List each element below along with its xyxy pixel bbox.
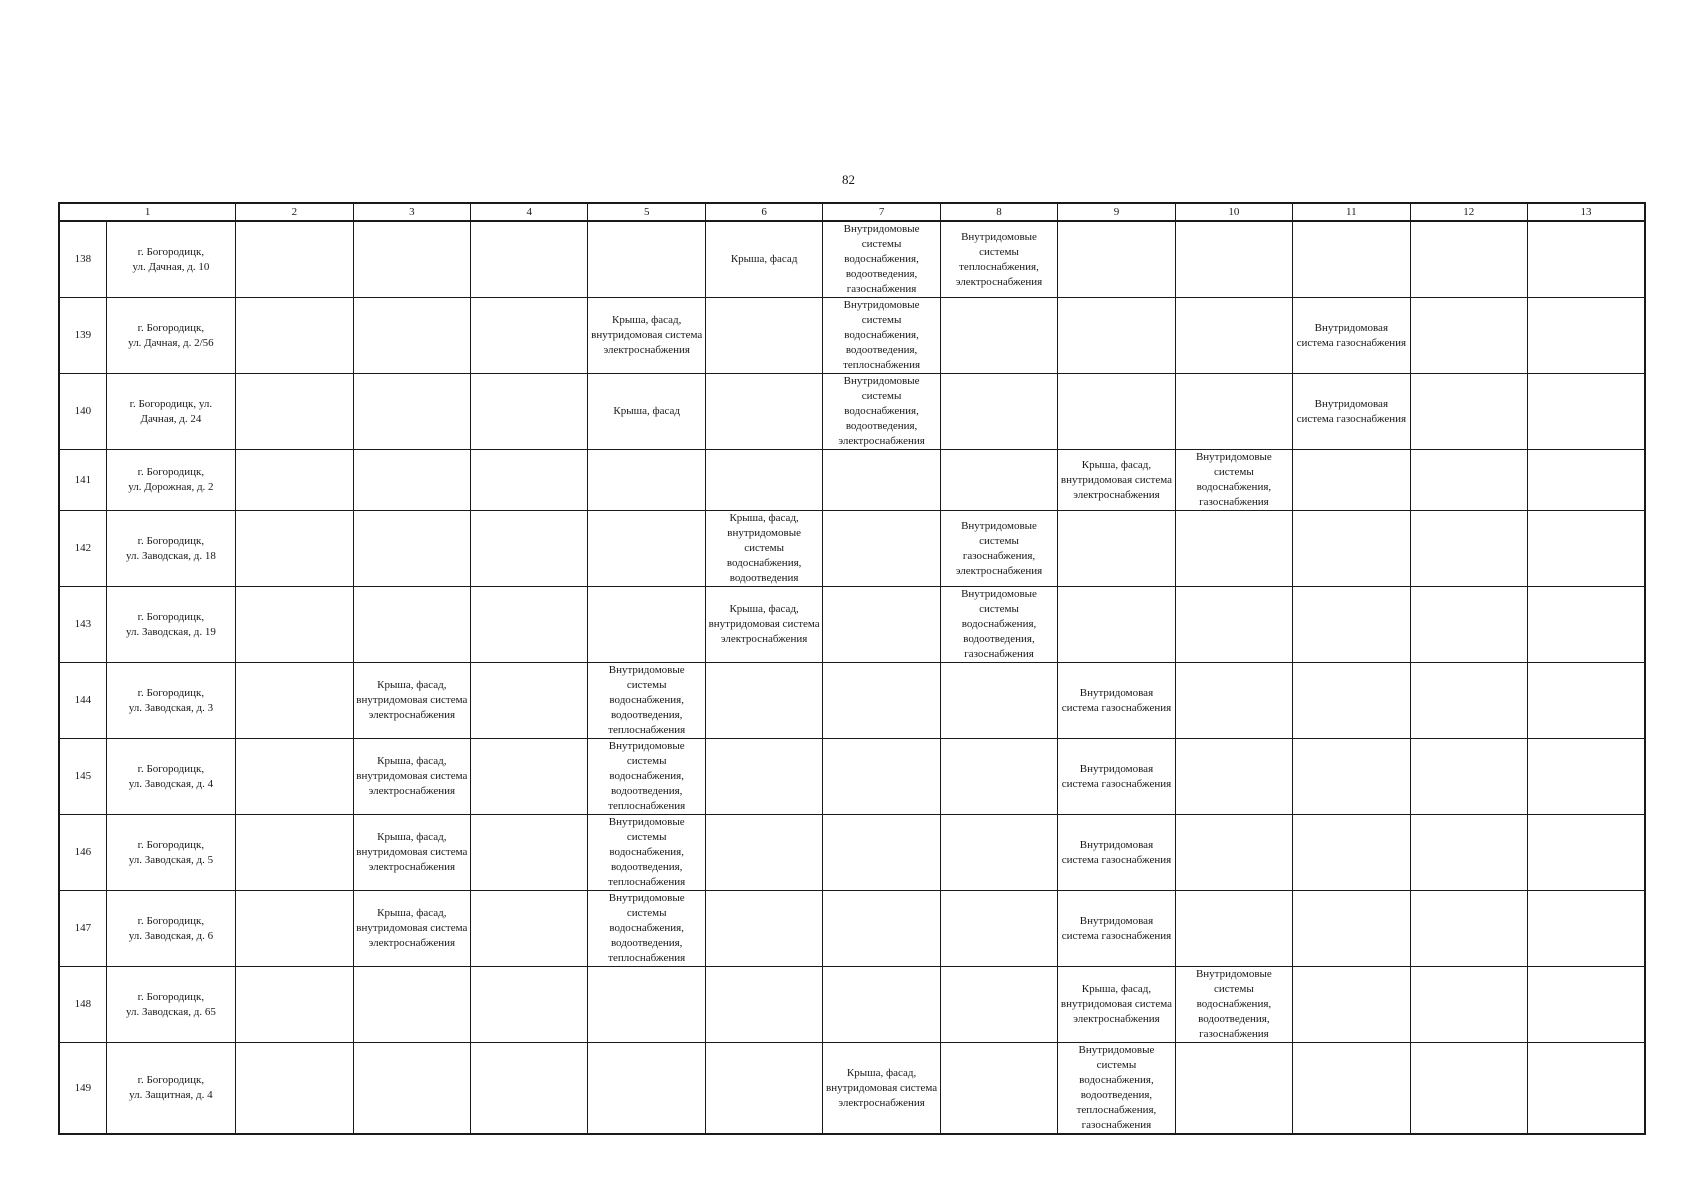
col-8-cell — [940, 967, 1057, 1043]
address-cell: г. Богородицк, ул. Заводская, д. 19 — [106, 587, 235, 663]
col-10-cell — [1175, 1043, 1292, 1135]
col-7-cell — [823, 663, 940, 739]
col-13-cell — [1527, 967, 1645, 1043]
col-11-cell: Внутридомовая система газоснабжения — [1293, 374, 1410, 450]
col-7-cell — [823, 967, 940, 1043]
col-3-cell: Крыша, фасад, внутридомовая система электроснабжения — [353, 891, 470, 967]
col-2-cell — [236, 511, 353, 587]
col-8-cell — [940, 663, 1057, 739]
col-9-cell: Крыша, фасад, внутридомовая система электроснабжения — [1058, 450, 1175, 511]
col-4-cell — [471, 663, 588, 739]
col-4-cell — [471, 374, 588, 450]
col-2-cell — [236, 663, 353, 739]
row-number-cell: 141 — [59, 450, 106, 511]
address-cell: г. Богородицк, ул. Заводская, д. 18 — [106, 511, 235, 587]
address-cell: г. Богородицк, ул. Заводская, д. 5 — [106, 815, 235, 891]
col-9-cell — [1058, 511, 1175, 587]
col-2-cell — [236, 221, 353, 298]
col-12-cell — [1410, 739, 1527, 815]
address-cell: г. Богородицк, ул. Дачная, д. 10 — [106, 221, 235, 298]
col-10-cell — [1175, 511, 1292, 587]
address-cell: г. Богородицк, ул. Заводская, д. 65 — [106, 967, 235, 1043]
col-12-cell — [1410, 221, 1527, 298]
table-row — [59, 891, 1645, 967]
col-4-cell — [471, 298, 588, 374]
col-11-cell — [1293, 221, 1410, 298]
col-3-cell — [353, 450, 470, 511]
col-2-cell — [236, 298, 353, 374]
col-10-cell — [1175, 374, 1292, 450]
address-cell: г. Богородицк, ул. Защитная, д. 4 — [106, 1043, 235, 1135]
col-5-cell: Внутридомовые системы водоснабжения, водоотведения, теплоснабжения — [588, 663, 705, 739]
col-7-cell — [823, 815, 940, 891]
col-5-cell: Внутридомовые системы водоснабжения, водоотведения, теплоснабжения — [588, 739, 705, 815]
column-header-12: 12 — [1410, 203, 1527, 221]
col-12-cell — [1410, 450, 1527, 511]
col-8-cell: Внутридомовые системы теплоснабжения, электроснабжения — [940, 221, 1057, 298]
column-header-1: 1 — [59, 203, 236, 221]
col-7-cell — [823, 511, 940, 587]
col-13-cell — [1527, 298, 1645, 374]
row-number-cell: 145 — [59, 739, 106, 815]
col-11-cell — [1293, 891, 1410, 967]
row-number-cell: 144 — [59, 663, 106, 739]
col-12-cell — [1410, 891, 1527, 967]
table-row — [59, 967, 1645, 1043]
col-8-cell — [940, 450, 1057, 511]
col-4-cell — [471, 587, 588, 663]
col-4-cell — [471, 1043, 588, 1135]
col-11-cell — [1293, 511, 1410, 587]
row-number-cell: 148 — [59, 967, 106, 1043]
col-2-cell — [236, 891, 353, 967]
col-5-cell — [588, 511, 705, 587]
col-8-cell: Внутридомовые системы водоснабжения, водоотведения, газоснабжения — [940, 587, 1057, 663]
col-7-cell — [823, 739, 940, 815]
col-12-cell — [1410, 511, 1527, 587]
col-3-cell — [353, 221, 470, 298]
table-row — [59, 450, 1645, 511]
table-row — [59, 663, 1645, 739]
table-row — [59, 739, 1645, 815]
col-12-cell — [1410, 587, 1527, 663]
row-number-cell: 143 — [59, 587, 106, 663]
col-7-cell — [823, 891, 940, 967]
col-12-cell — [1410, 815, 1527, 891]
col-9-cell — [1058, 298, 1175, 374]
column-header-9: 9 — [1058, 203, 1175, 221]
col-2-cell — [236, 967, 353, 1043]
col-6-cell: Крыша, фасад, внутридомовые системы водоснабжения, водоотведения — [705, 511, 822, 587]
column-header-4: 4 — [471, 203, 588, 221]
col-4-cell — [471, 450, 588, 511]
page-number: 82 — [842, 172, 855, 187]
row-number-cell: 149 — [59, 1043, 106, 1135]
col-3-cell: Крыша, фасад, внутридомовая система электроснабжения — [353, 739, 470, 815]
col-9-cell: Крыша, фасад, внутридомовая система электроснабжения — [1058, 967, 1175, 1043]
col-6-cell: Крыша, фасад, внутридомовая система электроснабжения — [705, 587, 822, 663]
col-3-cell — [353, 511, 470, 587]
col-7-cell — [823, 450, 940, 511]
col-8-cell — [940, 815, 1057, 891]
col-9-cell — [1058, 374, 1175, 450]
col-8-cell — [940, 298, 1057, 374]
address-cell: г. Богородицк, ул. Заводская, д. 3 — [106, 663, 235, 739]
column-header-8: 8 — [940, 203, 1057, 221]
col-13-cell — [1527, 511, 1645, 587]
col-3-cell: Крыша, фасад, внутридомовая система электроснабжения — [353, 663, 470, 739]
col-6-cell — [705, 739, 822, 815]
col-5-cell: Крыша, фасад, внутридомовая система электроснабжения — [588, 298, 705, 374]
row-number-cell: 138 — [59, 221, 106, 298]
col-7-cell: Крыша, фасад, внутридомовая система электроснабжения — [823, 1043, 940, 1135]
column-header-6: 6 — [705, 203, 822, 221]
col-4-cell — [471, 815, 588, 891]
col-6-cell — [705, 815, 822, 891]
col-13-cell — [1527, 1043, 1645, 1135]
table-row — [59, 1043, 1645, 1135]
col-8-cell: Внутридомовые системы газоснабжения, электроснабжения — [940, 511, 1057, 587]
table-row — [59, 374, 1645, 450]
col-7-cell: Внутридомовые системы водоснабжения, водоотведения, электроснабжения — [823, 374, 940, 450]
col-13-cell — [1527, 221, 1645, 298]
col-6-cell — [705, 967, 822, 1043]
col-10-cell — [1175, 663, 1292, 739]
col-12-cell — [1410, 298, 1527, 374]
col-13-cell — [1527, 815, 1645, 891]
col-5-cell — [588, 450, 705, 511]
col-3-cell — [353, 967, 470, 1043]
col-8-cell — [940, 739, 1057, 815]
table-row — [59, 587, 1645, 663]
col-3-cell — [353, 374, 470, 450]
col-9-cell — [1058, 587, 1175, 663]
col-11-cell — [1293, 587, 1410, 663]
table-row — [59, 221, 1645, 298]
address-cell: г. Богородицк, ул. Дачная, д. 24 — [106, 374, 235, 450]
col-3-cell: Крыша, фасад, внутридомовая система электроснабжения — [353, 815, 470, 891]
col-2-cell — [236, 587, 353, 663]
col-6-cell — [705, 450, 822, 511]
col-11-cell — [1293, 663, 1410, 739]
header-row — [59, 203, 1645, 221]
col-8-cell — [940, 1043, 1057, 1135]
col-2-cell — [236, 1043, 353, 1135]
col-5-cell: Крыша, фасад — [588, 374, 705, 450]
col-4-cell — [471, 221, 588, 298]
column-header-10: 10 — [1175, 203, 1292, 221]
row-number-cell: 140 — [59, 374, 106, 450]
col-12-cell — [1410, 663, 1527, 739]
col-13-cell — [1527, 450, 1645, 511]
repair-schedule-table — [58, 202, 1646, 1135]
col-6-cell — [705, 1043, 822, 1135]
col-6-cell — [705, 891, 822, 967]
col-4-cell — [471, 739, 588, 815]
col-12-cell — [1410, 374, 1527, 450]
address-cell: г. Богородицк, ул. Дорожная, д. 2 — [106, 450, 235, 511]
column-header-5: 5 — [588, 203, 705, 221]
column-header-3: 3 — [353, 203, 470, 221]
table-row — [59, 298, 1645, 374]
table-body — [59, 221, 1645, 1134]
row-number-cell: 142 — [59, 511, 106, 587]
column-header-7: 7 — [823, 203, 940, 221]
col-4-cell — [471, 891, 588, 967]
col-5-cell — [588, 587, 705, 663]
col-10-cell — [1175, 739, 1292, 815]
col-5-cell — [588, 1043, 705, 1135]
col-9-cell: Внутридомовые системы водоснабжения, водоотведения, теплоснабжения, газоснабжения — [1058, 1043, 1175, 1135]
col-13-cell — [1527, 739, 1645, 815]
col-2-cell — [236, 739, 353, 815]
col-11-cell — [1293, 1043, 1410, 1135]
address-cell: г. Богородицк, ул. Заводская, д. 6 — [106, 891, 235, 967]
col-13-cell — [1527, 663, 1645, 739]
row-number-cell: 139 — [59, 298, 106, 374]
col-3-cell — [353, 587, 470, 663]
col-9-cell: Внутридомовая система газоснабжения — [1058, 815, 1175, 891]
col-10-cell — [1175, 587, 1292, 663]
col-9-cell: Внутридомовая система газоснабжения — [1058, 739, 1175, 815]
col-11-cell — [1293, 739, 1410, 815]
col-8-cell — [940, 891, 1057, 967]
col-8-cell — [940, 374, 1057, 450]
address-cell: г. Богородицк, ул. Дачная, д. 2/56 — [106, 298, 235, 374]
col-6-cell: Крыша, фасад — [705, 221, 822, 298]
col-12-cell — [1410, 967, 1527, 1043]
column-header-13: 13 — [1527, 203, 1645, 221]
col-4-cell — [471, 511, 588, 587]
col-13-cell — [1527, 587, 1645, 663]
col-10-cell — [1175, 891, 1292, 967]
col-5-cell — [588, 967, 705, 1043]
col-2-cell — [236, 374, 353, 450]
col-11-cell — [1293, 450, 1410, 511]
col-9-cell — [1058, 221, 1175, 298]
col-6-cell — [705, 374, 822, 450]
table-row — [59, 511, 1645, 587]
col-6-cell — [705, 663, 822, 739]
col-3-cell — [353, 298, 470, 374]
col-9-cell: Внутридомовая система газоснабжения — [1058, 891, 1175, 967]
col-7-cell — [823, 587, 940, 663]
column-header-11: 11 — [1293, 203, 1410, 221]
col-5-cell: Внутридомовые системы водоснабжения, водоотведения, теплоснабжения — [588, 815, 705, 891]
col-10-cell: Внутридомовые системы водоснабжения, водоотведения, газоснабжения — [1175, 967, 1292, 1043]
column-header-2: 2 — [236, 203, 353, 221]
row-number-cell: 146 — [59, 815, 106, 891]
col-11-cell — [1293, 815, 1410, 891]
col-13-cell — [1527, 374, 1645, 450]
col-5-cell: Внутридомовые системы водоснабжения, водоотведения, теплоснабжения — [588, 891, 705, 967]
col-3-cell — [353, 1043, 470, 1135]
col-10-cell: Внутридомовые системы водоснабжения, газоснабжения — [1175, 450, 1292, 511]
col-7-cell: Внутридомовые системы водоснабжения, водоотведения, теплоснабжения — [823, 298, 940, 374]
col-6-cell — [705, 298, 822, 374]
table-row — [59, 815, 1645, 891]
address-cell: г. Богородицк, ул. Заводская, д. 4 — [106, 739, 235, 815]
col-10-cell — [1175, 815, 1292, 891]
col-2-cell — [236, 450, 353, 511]
col-12-cell — [1410, 1043, 1527, 1135]
col-9-cell: Внутридомовая система газоснабжения — [1058, 663, 1175, 739]
col-11-cell: Внутридомовая система газоснабжения — [1293, 298, 1410, 374]
col-2-cell — [236, 815, 353, 891]
row-number-cell: 147 — [59, 891, 106, 967]
col-13-cell — [1527, 891, 1645, 967]
col-4-cell — [471, 967, 588, 1043]
col-7-cell: Внутридомовые системы водоснабжения, водоотведения, газоснабжения — [823, 221, 940, 298]
col-5-cell — [588, 221, 705, 298]
col-10-cell — [1175, 221, 1292, 298]
col-11-cell — [1293, 967, 1410, 1043]
col-10-cell — [1175, 298, 1292, 374]
